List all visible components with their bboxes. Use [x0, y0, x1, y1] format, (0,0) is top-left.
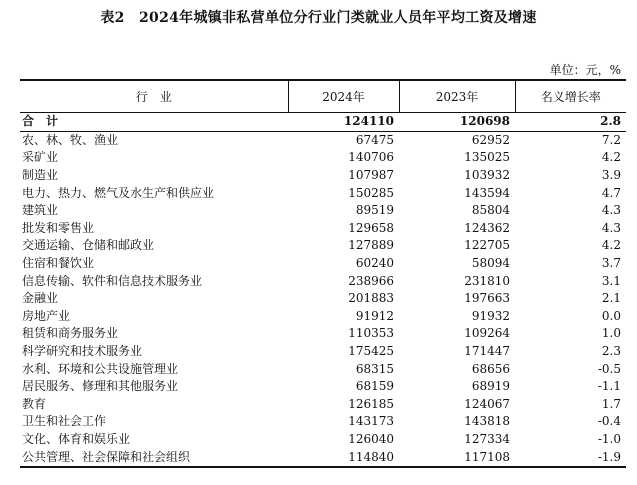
table-row — [20, 448, 626, 467]
industry-cell: 房地产业 — [22, 308, 71, 323]
wage-2023-cell: 127334 — [464, 431, 510, 446]
table-row — [20, 202, 626, 220]
total-label: 合 计 — [20, 113, 288, 132]
wage-2024-cell: 67475 — [355, 132, 394, 147]
table-row — [20, 184, 626, 202]
header-growth: 名义增长率 — [515, 80, 626, 113]
growth-cell: -0.5 — [597, 361, 621, 376]
wage-2024-cell: 150285 — [348, 185, 394, 200]
wage-2023-cell: 135025 — [464, 150, 510, 165]
wage-2023-cell: 143818 — [464, 414, 510, 429]
industry-cell: 水利、环境和公共设施管理业 — [22, 361, 179, 376]
wage-2023-cell: 124067 — [464, 396, 510, 411]
industry-cell: 卫生和社会工作 — [22, 414, 107, 429]
wage-2023-cell: 68919 — [471, 379, 510, 394]
growth-cell: 3.1 — [601, 273, 621, 288]
header-row — [20, 80, 626, 113]
wage-2024-cell: 126040 — [348, 431, 394, 446]
wage-2024-cell: 143173 — [348, 414, 394, 429]
growth-cell: 4.2 — [601, 150, 621, 165]
wage-2023-cell: 68656 — [471, 361, 510, 376]
table-row — [20, 413, 626, 431]
growth-cell: 2.3 — [601, 344, 621, 359]
industry-cell: 建筑业 — [22, 203, 59, 218]
growth-cell: -1.0 — [597, 431, 621, 446]
table-row — [20, 167, 626, 185]
wage-2023-cell: 117108 — [399, 448, 515, 467]
industry-cell: 科学研究和技术服务业 — [22, 344, 143, 359]
table-row — [20, 378, 626, 396]
wage-2024-cell: 175425 — [348, 344, 394, 359]
table-row — [20, 255, 626, 273]
growth-cell: 4.3 — [601, 220, 621, 235]
table-row — [20, 343, 626, 361]
total-2023: 120698 — [399, 113, 515, 132]
table-row — [20, 237, 626, 255]
industry-cell: 文化、体育和娱乐业 — [22, 431, 131, 446]
unit-label: 单位：元，% — [549, 63, 621, 77]
industry-cell: 住宿和餐饮业 — [22, 256, 95, 271]
table-row — [20, 396, 626, 414]
growth-cell: 3.9 — [601, 168, 621, 183]
wage-2024-cell: 91912 — [355, 308, 394, 323]
table-row — [20, 149, 626, 167]
total-growth: 2.8 — [515, 113, 626, 132]
growth-cell: 4.2 — [601, 238, 621, 253]
wage-2023-cell: 122705 — [464, 238, 510, 253]
wage-2024-cell: 68315 — [355, 361, 394, 376]
table-row — [20, 272, 626, 290]
wage-2023-cell: 62952 — [471, 132, 510, 147]
industry-cell: 批发和零售业 — [22, 220, 95, 235]
table-row — [20, 220, 626, 238]
total-2024: 124110 — [288, 113, 399, 132]
table-row — [20, 290, 626, 308]
wage-2023-cell: 103932 — [464, 168, 510, 183]
table-row — [20, 308, 626, 326]
table-title: 表2 2024年城镇非私营单位分行业门类就业人员年平均工资及增速 — [100, 10, 537, 26]
growth-cell: 4.3 — [601, 203, 621, 218]
wage-2024-cell: 129658 — [348, 220, 394, 235]
industry-cell: 采矿业 — [22, 150, 59, 165]
growth-cell: 3.7 — [601, 256, 621, 271]
growth-cell: 1.0 — [601, 326, 621, 341]
table-row — [20, 131, 626, 149]
growth-cell: 4.7 — [601, 185, 621, 200]
industry-cell: 交通运输、仓储和邮政业 — [22, 238, 155, 253]
wage-2024-cell: 107987 — [348, 168, 394, 183]
industry-cell: 租赁和商务服务业 — [22, 326, 119, 341]
wage-2023-cell: 197663 — [464, 291, 510, 306]
growth-cell: 0.0 — [601, 308, 621, 323]
wage-2023-cell: 58094 — [471, 256, 510, 271]
header-2024: 2024年 — [288, 80, 399, 113]
industry-cell: 制造业 — [22, 168, 59, 183]
wage-2023-cell: 124362 — [464, 220, 510, 235]
total-row — [20, 113, 626, 132]
growth-cell: 1.7 — [601, 396, 621, 411]
wage-2024-cell: 140706 — [348, 150, 394, 165]
industry-cell: 金融业 — [22, 291, 59, 306]
growth-cell: -1.1 — [597, 379, 621, 394]
wage-2024-cell: 89519 — [355, 203, 394, 218]
header-2023: 2023年 — [399, 80, 515, 113]
wage-2024-cell: 110353 — [348, 326, 394, 341]
table-row — [20, 360, 626, 378]
table-row — [20, 431, 626, 449]
wage-2024-cell: 127889 — [348, 238, 394, 253]
wage-2023-cell: 91932 — [471, 308, 510, 323]
industry-cell: 教育 — [22, 396, 47, 411]
industry-cell: 信息传输、软件和信息技术服务业 — [22, 273, 203, 288]
wage-2024-cell: 68159 — [355, 379, 394, 394]
wage-2023-cell: 231810 — [464, 273, 510, 288]
wage-table — [20, 79, 626, 468]
growth-cell: 7.2 — [601, 132, 621, 147]
table-row — [20, 325, 626, 343]
wage-2024-cell: 60240 — [355, 256, 394, 271]
wage-2024-cell: 126185 — [348, 396, 394, 411]
wage-2024-cell: 114840 — [288, 448, 399, 467]
growth-cell: -1.9 — [515, 448, 626, 467]
wage-2023-cell: 143594 — [464, 185, 510, 200]
wage-2023-cell: 85804 — [471, 203, 510, 218]
wage-2024-cell: 201883 — [348, 291, 394, 306]
wage-2024-cell: 238966 — [348, 273, 394, 288]
wage-2023-cell: 109264 — [464, 326, 510, 341]
header-industry: 行 业 — [20, 80, 288, 113]
growth-cell: 2.1 — [601, 291, 621, 306]
industry-cell: 居民服务、修理和其他服务业 — [22, 379, 179, 394]
growth-cell: -0.4 — [597, 414, 621, 429]
industry-cell: 电力、热力、燃气及水生产和供应业 — [22, 185, 215, 200]
industry-cell: 农、林、牧、渔业 — [22, 132, 119, 147]
industry-cell: 公共管理、社会保障和社会组织 — [20, 448, 288, 467]
wage-2023-cell: 171447 — [464, 344, 510, 359]
